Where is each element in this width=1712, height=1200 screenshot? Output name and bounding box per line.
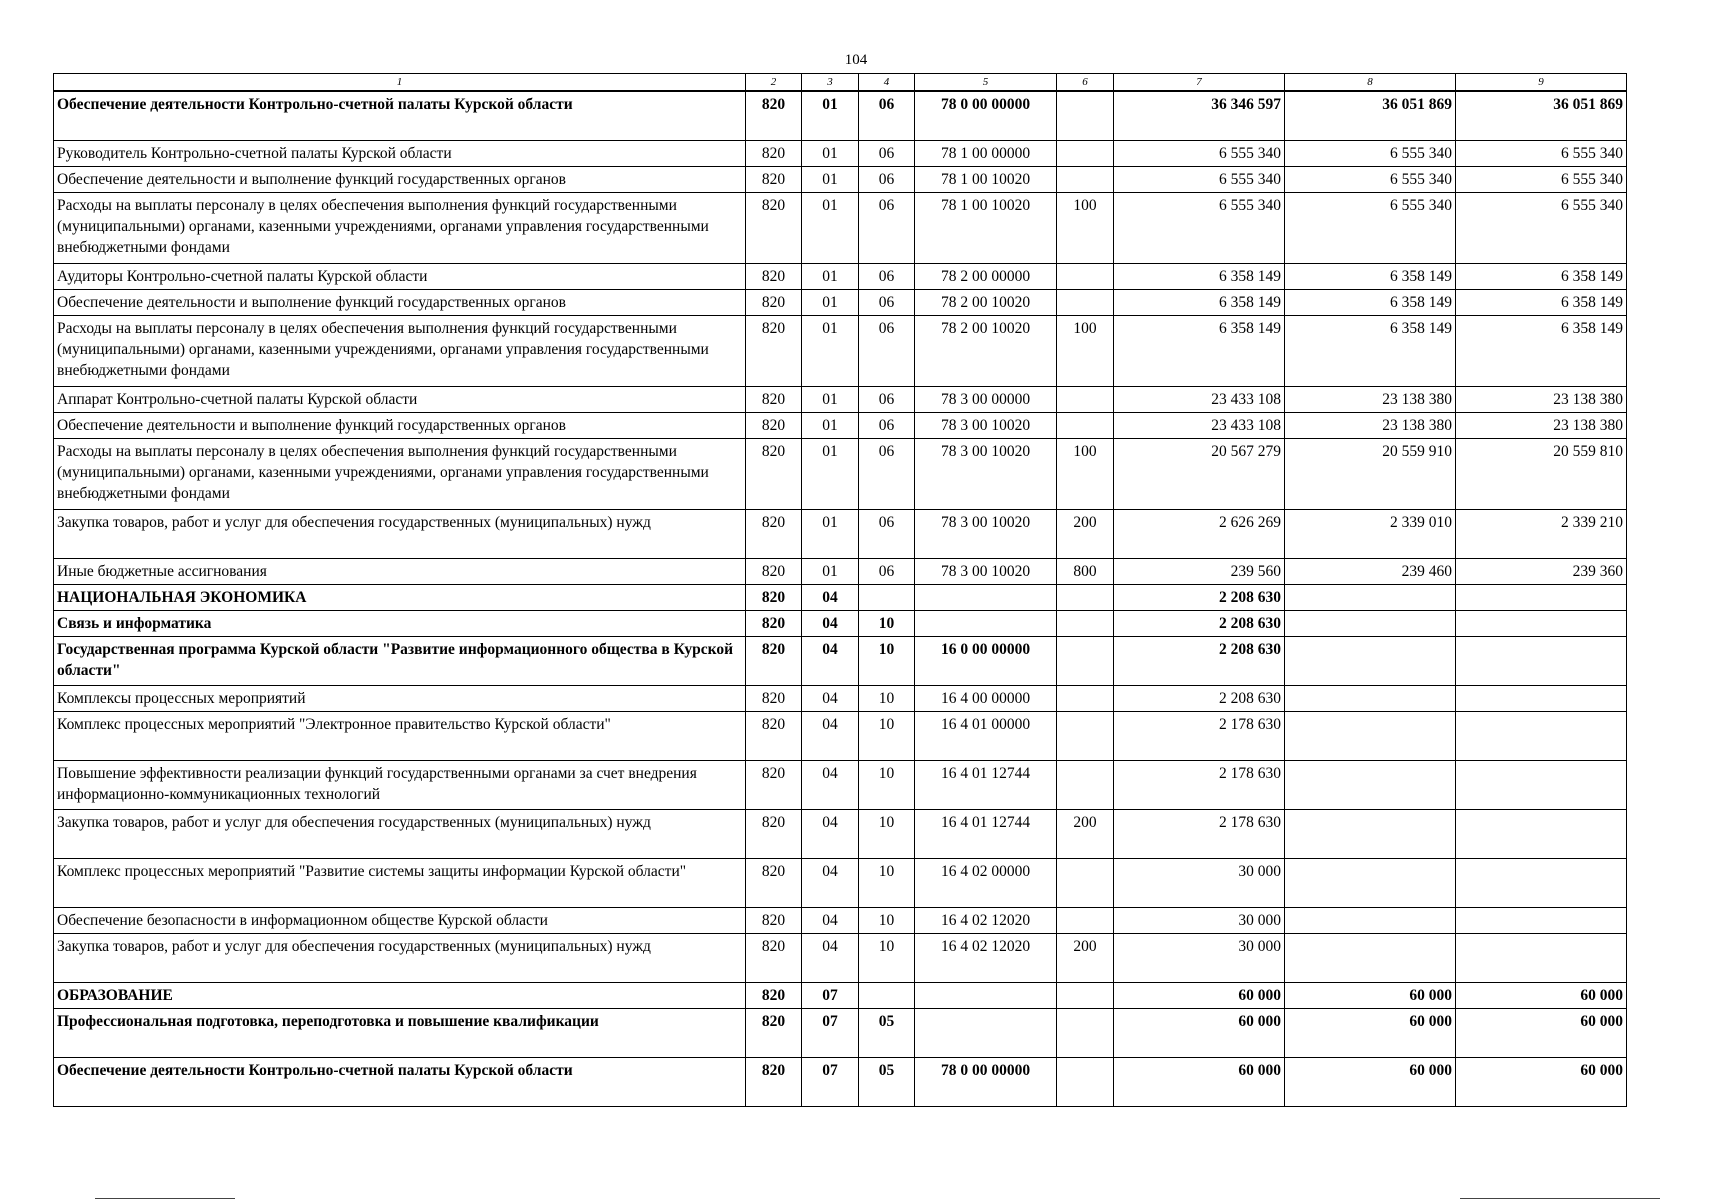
cell-section-code: 01: [802, 166, 859, 192]
cell-grbs-code: 820: [746, 584, 802, 610]
cell-amount-year-2: 20 559 910: [1285, 438, 1456, 509]
cell-expense-type: 100: [1057, 315, 1114, 386]
cell-subsection-code: 06: [859, 438, 915, 509]
cell-target-article: 16 4 02 12020: [915, 907, 1057, 933]
cell-amount-year-1: 2 208 630: [1114, 636, 1285, 685]
table-row: [54, 166, 1627, 192]
column-header: 2: [746, 74, 802, 92]
table-row: [54, 91, 1627, 140]
cell-grbs-code: 820: [746, 858, 802, 907]
budget-item-name: Государственная программа Курской области "Развитие информационного общества в Курской области": [54, 636, 746, 685]
cell-amount-year-1: 6 555 340: [1114, 192, 1285, 263]
cell-expense-type: 200: [1057, 509, 1114, 558]
cell-section-code: 04: [802, 858, 859, 907]
cell-grbs-code: 820: [746, 1057, 802, 1106]
table-row: [54, 858, 1627, 907]
cell-subsection-code: 10: [859, 809, 915, 858]
cell-expense-type: [1057, 91, 1114, 140]
column-header: 5: [915, 74, 1057, 92]
cell-amount-year-1: 6 555 340: [1114, 140, 1285, 166]
table-row: [54, 263, 1627, 289]
cell-amount-year-3: [1456, 907, 1627, 933]
cell-subsection-code: 06: [859, 289, 915, 315]
cell-subsection-code: 06: [859, 558, 915, 584]
cell-subsection-code: 06: [859, 263, 915, 289]
cell-amount-year-3: 23 138 380: [1456, 412, 1627, 438]
cell-target-article: 16 4 01 00000: [915, 711, 1057, 760]
cell-amount-year-3: 60 000: [1456, 1008, 1627, 1057]
cell-grbs-code: 820: [746, 509, 802, 558]
cell-amount-year-3: 6 358 149: [1456, 289, 1627, 315]
cell-expense-type: [1057, 289, 1114, 315]
budget-item-name: Расходы на выплаты персоналу в целях обеспечения выполнения функций государственными (муниципальными) органами, казенными учреждениями, органами управления государственными внебюджетными фондами: [54, 438, 746, 509]
cell-section-code: 01: [802, 315, 859, 386]
cell-subsection-code: 06: [859, 386, 915, 412]
cell-expense-type: [1057, 711, 1114, 760]
cell-expense-type: [1057, 1057, 1114, 1106]
scan-artifact-line: [95, 1198, 235, 1199]
column-header: 1: [54, 74, 746, 92]
cell-target-article: 16 4 02 12020: [915, 933, 1057, 982]
cell-amount-year-3: 6 358 149: [1456, 315, 1627, 386]
budget-item-name: Связь и информатика: [54, 610, 746, 636]
cell-subsection-code: 06: [859, 166, 915, 192]
cell-grbs-code: 820: [746, 685, 802, 711]
table-body: [54, 91, 1627, 1106]
cell-grbs-code: 820: [746, 91, 802, 140]
table-row: [54, 685, 1627, 711]
cell-grbs-code: 820: [746, 263, 802, 289]
cell-expense-type: [1057, 858, 1114, 907]
cell-target-article: 78 0 00 00000: [915, 91, 1057, 140]
cell-amount-year-2: 6 358 149: [1285, 289, 1456, 315]
cell-expense-type: [1057, 610, 1114, 636]
cell-amount-year-3: [1456, 760, 1627, 809]
cell-grbs-code: 820: [746, 907, 802, 933]
cell-target-article: 16 4 00 00000: [915, 685, 1057, 711]
cell-target-article: [915, 982, 1057, 1008]
cell-grbs-code: 820: [746, 315, 802, 386]
budget-item-name: Иные бюджетные ассигнования: [54, 558, 746, 584]
cell-amount-year-2: 2 339 010: [1285, 509, 1456, 558]
table-row: [54, 760, 1627, 809]
cell-subsection-code: [859, 982, 915, 1008]
budget-table: [53, 73, 1627, 1107]
cell-expense-type: [1057, 1008, 1114, 1057]
cell-amount-year-2: 60 000: [1285, 982, 1456, 1008]
budget-item-name: Аудиторы Контрольно-счетной палаты Курской области: [54, 263, 746, 289]
cell-amount-year-1: 2 178 630: [1114, 760, 1285, 809]
cell-amount-year-3: [1456, 636, 1627, 685]
cell-subsection-code: 10: [859, 858, 915, 907]
cell-expense-type: [1057, 636, 1114, 685]
budget-item-name: Закупка товаров, работ и услуг для обеспечения государственных (муниципальных) нужд: [54, 509, 746, 558]
cell-amount-year-3: [1456, 711, 1627, 760]
cell-amount-year-1: 6 358 149: [1114, 289, 1285, 315]
cell-expense-type: [1057, 760, 1114, 809]
cell-amount-year-1: 2 208 630: [1114, 610, 1285, 636]
cell-grbs-code: 820: [746, 289, 802, 315]
cell-amount-year-2: 60 000: [1285, 1008, 1456, 1057]
cell-amount-year-3: [1456, 809, 1627, 858]
cell-grbs-code: 820: [746, 140, 802, 166]
cell-subsection-code: 06: [859, 315, 915, 386]
cell-target-article: 78 2 00 10020: [915, 289, 1057, 315]
cell-section-code: 01: [802, 140, 859, 166]
table-row: [54, 438, 1627, 509]
budget-item-name: Комплекс процессных мероприятий "Электронное правительство Курской области": [54, 711, 746, 760]
cell-amount-year-1: 2 178 630: [1114, 711, 1285, 760]
cell-amount-year-3: 6 555 340: [1456, 140, 1627, 166]
cell-expense-type: [1057, 263, 1114, 289]
budget-item-name: Повышение эффективности реализации функций государственными органами за счет внедрения информационно-коммуникационных технологий: [54, 760, 746, 809]
cell-section-code: 04: [802, 685, 859, 711]
column-header: 4: [859, 74, 915, 92]
page-number: 104: [844, 52, 868, 68]
cell-target-article: 78 2 00 10020: [915, 315, 1057, 386]
cell-section-code: 01: [802, 386, 859, 412]
cell-grbs-code: 820: [746, 192, 802, 263]
cell-amount-year-3: 20 559 810: [1456, 438, 1627, 509]
cell-grbs-code: 820: [746, 610, 802, 636]
cell-expense-type: [1057, 907, 1114, 933]
cell-section-code: 04: [802, 907, 859, 933]
cell-section-code: 01: [802, 558, 859, 584]
cell-target-article: 78 3 00 00000: [915, 386, 1057, 412]
budget-item-name: Расходы на выплаты персоналу в целях обеспечения выполнения функций государственными (муниципальными) органами, казенными учреждениями, органами управления государственными внебюджетными фондами: [54, 315, 746, 386]
column-header: 6: [1057, 74, 1114, 92]
cell-subsection-code: 10: [859, 933, 915, 982]
cell-section-code: 01: [802, 192, 859, 263]
cell-subsection-code: 05: [859, 1057, 915, 1106]
cell-target-article: 78 3 00 10020: [915, 412, 1057, 438]
cell-amount-year-2: 36 051 869: [1285, 91, 1456, 140]
cell-subsection-code: 10: [859, 636, 915, 685]
cell-amount-year-2: [1285, 858, 1456, 907]
column-number-row: [54, 74, 1627, 92]
table-row: [54, 315, 1627, 386]
cell-amount-year-2: [1285, 933, 1456, 982]
cell-target-article: 78 1 00 10020: [915, 192, 1057, 263]
table-row: [54, 192, 1627, 263]
budget-item-name: Профессиональная подготовка, переподготовка и повышение квалификации: [54, 1008, 746, 1057]
cell-amount-year-1: 30 000: [1114, 858, 1285, 907]
cell-grbs-code: 820: [746, 636, 802, 685]
cell-section-code: 07: [802, 1008, 859, 1057]
cell-amount-year-2: [1285, 636, 1456, 685]
budget-item-name: Обеспечение деятельности и выполнение функций государственных органов: [54, 289, 746, 315]
cell-amount-year-2: [1285, 760, 1456, 809]
cell-amount-year-3: [1456, 933, 1627, 982]
cell-amount-year-3: 6 358 149: [1456, 263, 1627, 289]
scan-artifact-line: [1460, 1198, 1660, 1199]
cell-amount-year-1: 36 346 597: [1114, 91, 1285, 140]
cell-amount-year-1: 2 208 630: [1114, 584, 1285, 610]
cell-target-article: 78 3 00 10020: [915, 509, 1057, 558]
column-header: 8: [1285, 74, 1456, 92]
budget-item-name: Обеспечение деятельности и выполнение функций государственных органов: [54, 412, 746, 438]
cell-expense-type: [1057, 166, 1114, 192]
budget-item-name: НАЦИОНАЛЬНАЯ ЭКОНОМИКА: [54, 584, 746, 610]
budget-item-name: Руководитель Контрольно-счетной палаты Курской области: [54, 140, 746, 166]
budget-item-name: Расходы на выплаты персоналу в целях обеспечения выполнения функций государственными (муниципальными) органами, казенными учреждениями, органами управления государственными внебюджетными фондами: [54, 192, 746, 263]
cell-section-code: 04: [802, 809, 859, 858]
table-row: [54, 1057, 1627, 1106]
cell-amount-year-2: 23 138 380: [1285, 386, 1456, 412]
budget-item-name: Обеспечение деятельности и выполнение функций государственных органов: [54, 166, 746, 192]
cell-amount-year-3: 6 555 340: [1456, 192, 1627, 263]
cell-amount-year-3: 60 000: [1456, 982, 1627, 1008]
cell-amount-year-2: [1285, 584, 1456, 610]
cell-section-code: 01: [802, 412, 859, 438]
cell-amount-year-3: 6 555 340: [1456, 166, 1627, 192]
cell-section-code: 01: [802, 289, 859, 315]
cell-subsection-code: 06: [859, 412, 915, 438]
cell-section-code: 04: [802, 933, 859, 982]
cell-target-article: [915, 584, 1057, 610]
table-row: [54, 610, 1627, 636]
cell-target-article: 16 4 02 00000: [915, 858, 1057, 907]
cell-section-code: 04: [802, 610, 859, 636]
cell-expense-type: [1057, 386, 1114, 412]
cell-amount-year-2: 6 358 149: [1285, 315, 1456, 386]
cell-section-code: 01: [802, 91, 859, 140]
cell-amount-year-2: [1285, 711, 1456, 760]
cell-amount-year-1: 2 626 269: [1114, 509, 1285, 558]
budget-item-name: Обеспечение деятельности Контрольно-счетной палаты Курской области: [54, 91, 746, 140]
cell-amount-year-3: 36 051 869: [1456, 91, 1627, 140]
table-row: [54, 584, 1627, 610]
cell-expense-type: [1057, 685, 1114, 711]
cell-subsection-code: 06: [859, 192, 915, 263]
cell-section-code: 01: [802, 263, 859, 289]
cell-grbs-code: 820: [746, 809, 802, 858]
cell-subsection-code: 06: [859, 140, 915, 166]
cell-section-code: 01: [802, 438, 859, 509]
cell-amount-year-1: 60 000: [1114, 1008, 1285, 1057]
cell-subsection-code: 06: [859, 91, 915, 140]
table-row: [54, 907, 1627, 933]
cell-subsection-code: 10: [859, 711, 915, 760]
cell-target-article: 78 3 00 10020: [915, 558, 1057, 584]
cell-amount-year-1: 23 433 108: [1114, 412, 1285, 438]
budget-item-name: Комплексы процессных мероприятий: [54, 685, 746, 711]
cell-amount-year-1: 6 358 149: [1114, 315, 1285, 386]
budget-item-name: ОБРАЗОВАНИЕ: [54, 982, 746, 1008]
cell-amount-year-3: [1456, 584, 1627, 610]
table-row: [54, 636, 1627, 685]
cell-expense-type: [1057, 412, 1114, 438]
cell-grbs-code: 820: [746, 166, 802, 192]
cell-grbs-code: 820: [746, 933, 802, 982]
cell-grbs-code: 820: [746, 558, 802, 584]
cell-expense-type: [1057, 982, 1114, 1008]
cell-target-article: 16 4 01 12744: [915, 809, 1057, 858]
cell-amount-year-3: 60 000: [1456, 1057, 1627, 1106]
cell-amount-year-3: 2 339 210: [1456, 509, 1627, 558]
cell-subsection-code: 05: [859, 1008, 915, 1057]
cell-subsection-code: 10: [859, 907, 915, 933]
cell-amount-year-2: [1285, 907, 1456, 933]
cell-amount-year-3: 239 360: [1456, 558, 1627, 584]
cell-subsection-code: 10: [859, 610, 915, 636]
cell-grbs-code: 820: [746, 412, 802, 438]
column-header: 3: [802, 74, 859, 92]
cell-section-code: 04: [802, 636, 859, 685]
cell-target-article: [915, 610, 1057, 636]
cell-subsection-code: 06: [859, 509, 915, 558]
cell-amount-year-2: 6 555 340: [1285, 166, 1456, 192]
cell-expense-type: [1057, 584, 1114, 610]
cell-subsection-code: 10: [859, 760, 915, 809]
cell-amount-year-1: 239 560: [1114, 558, 1285, 584]
table-row: [54, 289, 1627, 315]
cell-section-code: 01: [802, 509, 859, 558]
cell-amount-year-3: [1456, 858, 1627, 907]
column-header: 9: [1456, 74, 1627, 92]
cell-amount-year-1: 6 555 340: [1114, 166, 1285, 192]
cell-expense-type: [1057, 140, 1114, 166]
cell-target-article: 78 3 00 10020: [915, 438, 1057, 509]
cell-expense-type: 200: [1057, 809, 1114, 858]
cell-target-article: 78 0 00 00000: [915, 1057, 1057, 1106]
table-row: [54, 558, 1627, 584]
cell-expense-type: 100: [1057, 438, 1114, 509]
cell-amount-year-2: 6 358 149: [1285, 263, 1456, 289]
cell-amount-year-1: 6 358 149: [1114, 263, 1285, 289]
cell-section-code: 04: [802, 711, 859, 760]
table-row: [54, 386, 1627, 412]
cell-amount-year-1: 23 433 108: [1114, 386, 1285, 412]
cell-grbs-code: 820: [746, 438, 802, 509]
cell-expense-type: 800: [1057, 558, 1114, 584]
cell-amount-year-2: [1285, 610, 1456, 636]
cell-amount-year-2: 23 138 380: [1285, 412, 1456, 438]
table-row: [54, 809, 1627, 858]
cell-amount-year-1: 2 178 630: [1114, 809, 1285, 858]
cell-amount-year-1: 60 000: [1114, 982, 1285, 1008]
budget-item-name: Обеспечение безопасности в информационном обществе Курской области: [54, 907, 746, 933]
budget-item-name: Комплекс процессных мероприятий "Развитие системы защиты информации Курской области": [54, 858, 746, 907]
cell-amount-year-2: 239 460: [1285, 558, 1456, 584]
cell-target-article: [915, 1008, 1057, 1057]
table-row: [54, 509, 1627, 558]
cell-subsection-code: [859, 584, 915, 610]
budget-item-name: Обеспечение деятельности Контрольно-счетной палаты Курской области: [54, 1057, 746, 1106]
budget-item-name: Аппарат Контрольно-счетной палаты Курской области: [54, 386, 746, 412]
table-row: [54, 140, 1627, 166]
cell-expense-type: 200: [1057, 933, 1114, 982]
cell-amount-year-1: 30 000: [1114, 933, 1285, 982]
cell-section-code: 04: [802, 584, 859, 610]
cell-target-article: 16 0 00 00000: [915, 636, 1057, 685]
cell-amount-year-1: 30 000: [1114, 907, 1285, 933]
cell-grbs-code: 820: [746, 1008, 802, 1057]
cell-subsection-code: 10: [859, 685, 915, 711]
cell-amount-year-1: 60 000: [1114, 1057, 1285, 1106]
table-row: [54, 982, 1627, 1008]
cell-expense-type: 100: [1057, 192, 1114, 263]
cell-target-article: 78 2 00 00000: [915, 263, 1057, 289]
cell-target-article: 78 1 00 10020: [915, 166, 1057, 192]
cell-amount-year-1: 20 567 279: [1114, 438, 1285, 509]
budget-item-name: Закупка товаров, работ и услуг для обеспечения государственных (муниципальных) нужд: [54, 809, 746, 858]
table-row: [54, 1008, 1627, 1057]
cell-amount-year-2: [1285, 685, 1456, 711]
cell-grbs-code: 820: [746, 982, 802, 1008]
cell-section-code: 07: [802, 1057, 859, 1106]
cell-amount-year-3: [1456, 610, 1627, 636]
cell-amount-year-2: 6 555 340: [1285, 192, 1456, 263]
cell-amount-year-3: [1456, 685, 1627, 711]
cell-section-code: 07: [802, 982, 859, 1008]
cell-target-article: 78 1 00 00000: [915, 140, 1057, 166]
cell-amount-year-2: 6 555 340: [1285, 140, 1456, 166]
table-row: [54, 711, 1627, 760]
cell-grbs-code: 820: [746, 386, 802, 412]
cell-grbs-code: 820: [746, 760, 802, 809]
cell-amount-year-3: 23 138 380: [1456, 386, 1627, 412]
column-header: 7: [1114, 74, 1285, 92]
table-row: [54, 412, 1627, 438]
table-row: [54, 933, 1627, 982]
cell-section-code: 04: [802, 760, 859, 809]
budget-item-name: Закупка товаров, работ и услуг для обеспечения государственных (муниципальных) нужд: [54, 933, 746, 982]
cell-amount-year-2: 60 000: [1285, 1057, 1456, 1106]
cell-grbs-code: 820: [746, 711, 802, 760]
cell-amount-year-2: [1285, 809, 1456, 858]
cell-target-article: 16 4 01 12744: [915, 760, 1057, 809]
cell-amount-year-1: 2 208 630: [1114, 685, 1285, 711]
